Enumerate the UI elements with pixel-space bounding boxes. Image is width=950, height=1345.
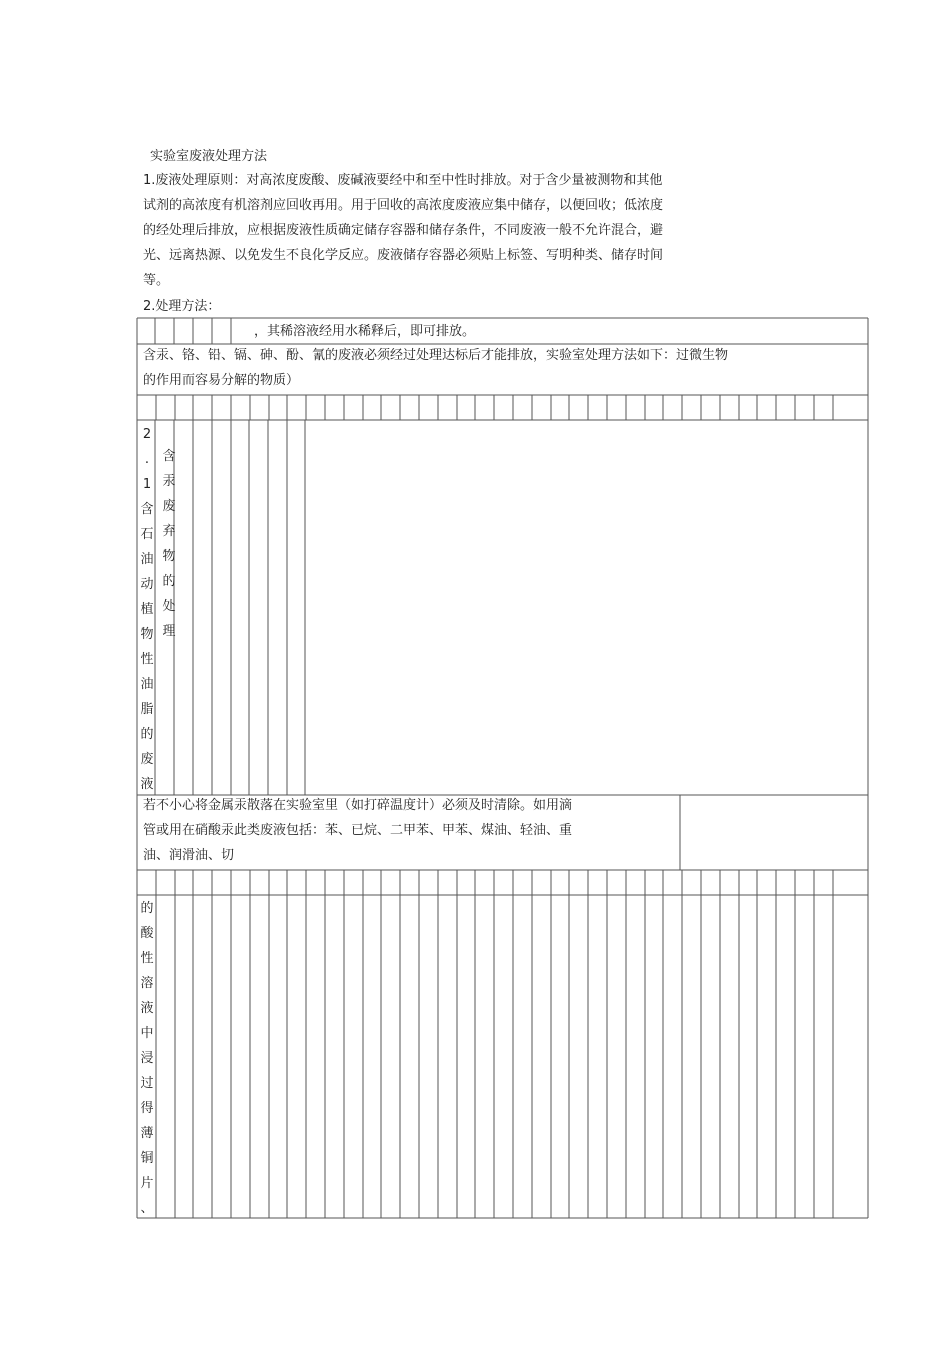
vertical-char: 含 [140,502,154,517]
vertical-char: 溶 [140,976,154,991]
table-row-5-line: 若不小心将金属汞散落在实验室里（如打碎温度计）必须及时清除。如用滴 [143,798,573,813]
vertical-char: 废 [162,499,176,514]
vertical-char: . [144,452,150,467]
table-row-2-line: 含汞、铬、铅、镉、砷、酚、氰的废液必须经过处理达标后才能排放，实验室处理方法如下：过微生物 [143,348,729,363]
vertical-char: 2 [142,427,152,442]
table-row-2-line: 的作用而容易分解的物质） [143,373,300,388]
vertical-char: 物 [162,549,176,564]
table-row-5-line: 管或用在硝酸汞此类废液包括：苯、已烷、二甲苯、甲苯、煤油、轻油、重 [143,823,573,838]
vertical-char: 的 [140,901,154,916]
vertical-char: 动 [140,577,154,592]
vertical-char: 中 [140,1026,154,1041]
vertical-char: 石 [140,527,154,542]
vertical-char: 处 [162,599,176,614]
vertical-char: 得 [140,1101,154,1116]
vertical-label-oil-waste [138,422,156,797]
vertical-char: 理 [162,624,176,639]
vertical-char: 酸 [140,926,154,941]
vertical-char: 薄 [140,1126,154,1141]
vertical-char: 片 [140,1176,154,1191]
vertical-char: 的 [140,727,154,742]
vertical-char: 铜 [140,1151,154,1166]
table-row-1-text: ，其稀溶液经用水稀释后，即可排放。 [254,324,476,339]
table-row-5-text [143,793,572,868]
section-1-line: 试剂的高浓度有机溶剂应回收再用。用于回收的高浓度废液应集中储存，以便回收；低浓度 [143,198,664,213]
vertical-char: 、 [140,1201,154,1216]
section-1-line: 的经处理后排放，应根据废液性质确定储存容器和储存条件，不同废液一般不允许混合，避 [143,223,664,238]
vertical-char: 脂 [140,702,154,717]
vertical-char: 油 [140,677,154,692]
vertical-char: 含 [162,449,176,464]
vertical-char: 液 [140,777,154,792]
vertical-char: 性 [140,951,154,966]
vertical-char: 过 [140,1076,154,1091]
vertical-char: 弃 [162,524,176,539]
vertical-label-acid-solution [138,896,156,1221]
vertical-char: 性 [140,652,154,667]
vertical-char: 浸 [140,1051,154,1066]
vertical-char: 的 [162,574,176,589]
table-row-2-text [143,343,728,393]
section-1-line: 光、远离热源、以免发生不良化学反应。废液储存容器必须贴上标签、写明种类、储存时间 [143,248,664,263]
document-title: 实验室废液处理方法 [150,149,268,164]
vertical-char: 1 [142,477,152,492]
section-2-label: 2.处理方法： [143,299,221,314]
vertical-label-mercury-waste [160,444,178,644]
table-row-5-line: 油、润滑油、切 [143,848,235,863]
vertical-char: 液 [140,1001,154,1016]
vertical-char: 植 [140,602,154,617]
vertical-char: 废 [140,752,154,767]
vertical-char: 物 [140,627,154,642]
vertical-char: 汞 [162,474,176,489]
section-1-line: 等。 [143,273,170,288]
vertical-char: 油 [140,552,154,567]
section-1-line: 1.废液处理原则：对高浓度废酸、废碱液要经中和至中性时排放。对于含少量被测物和其他 [143,173,663,188]
